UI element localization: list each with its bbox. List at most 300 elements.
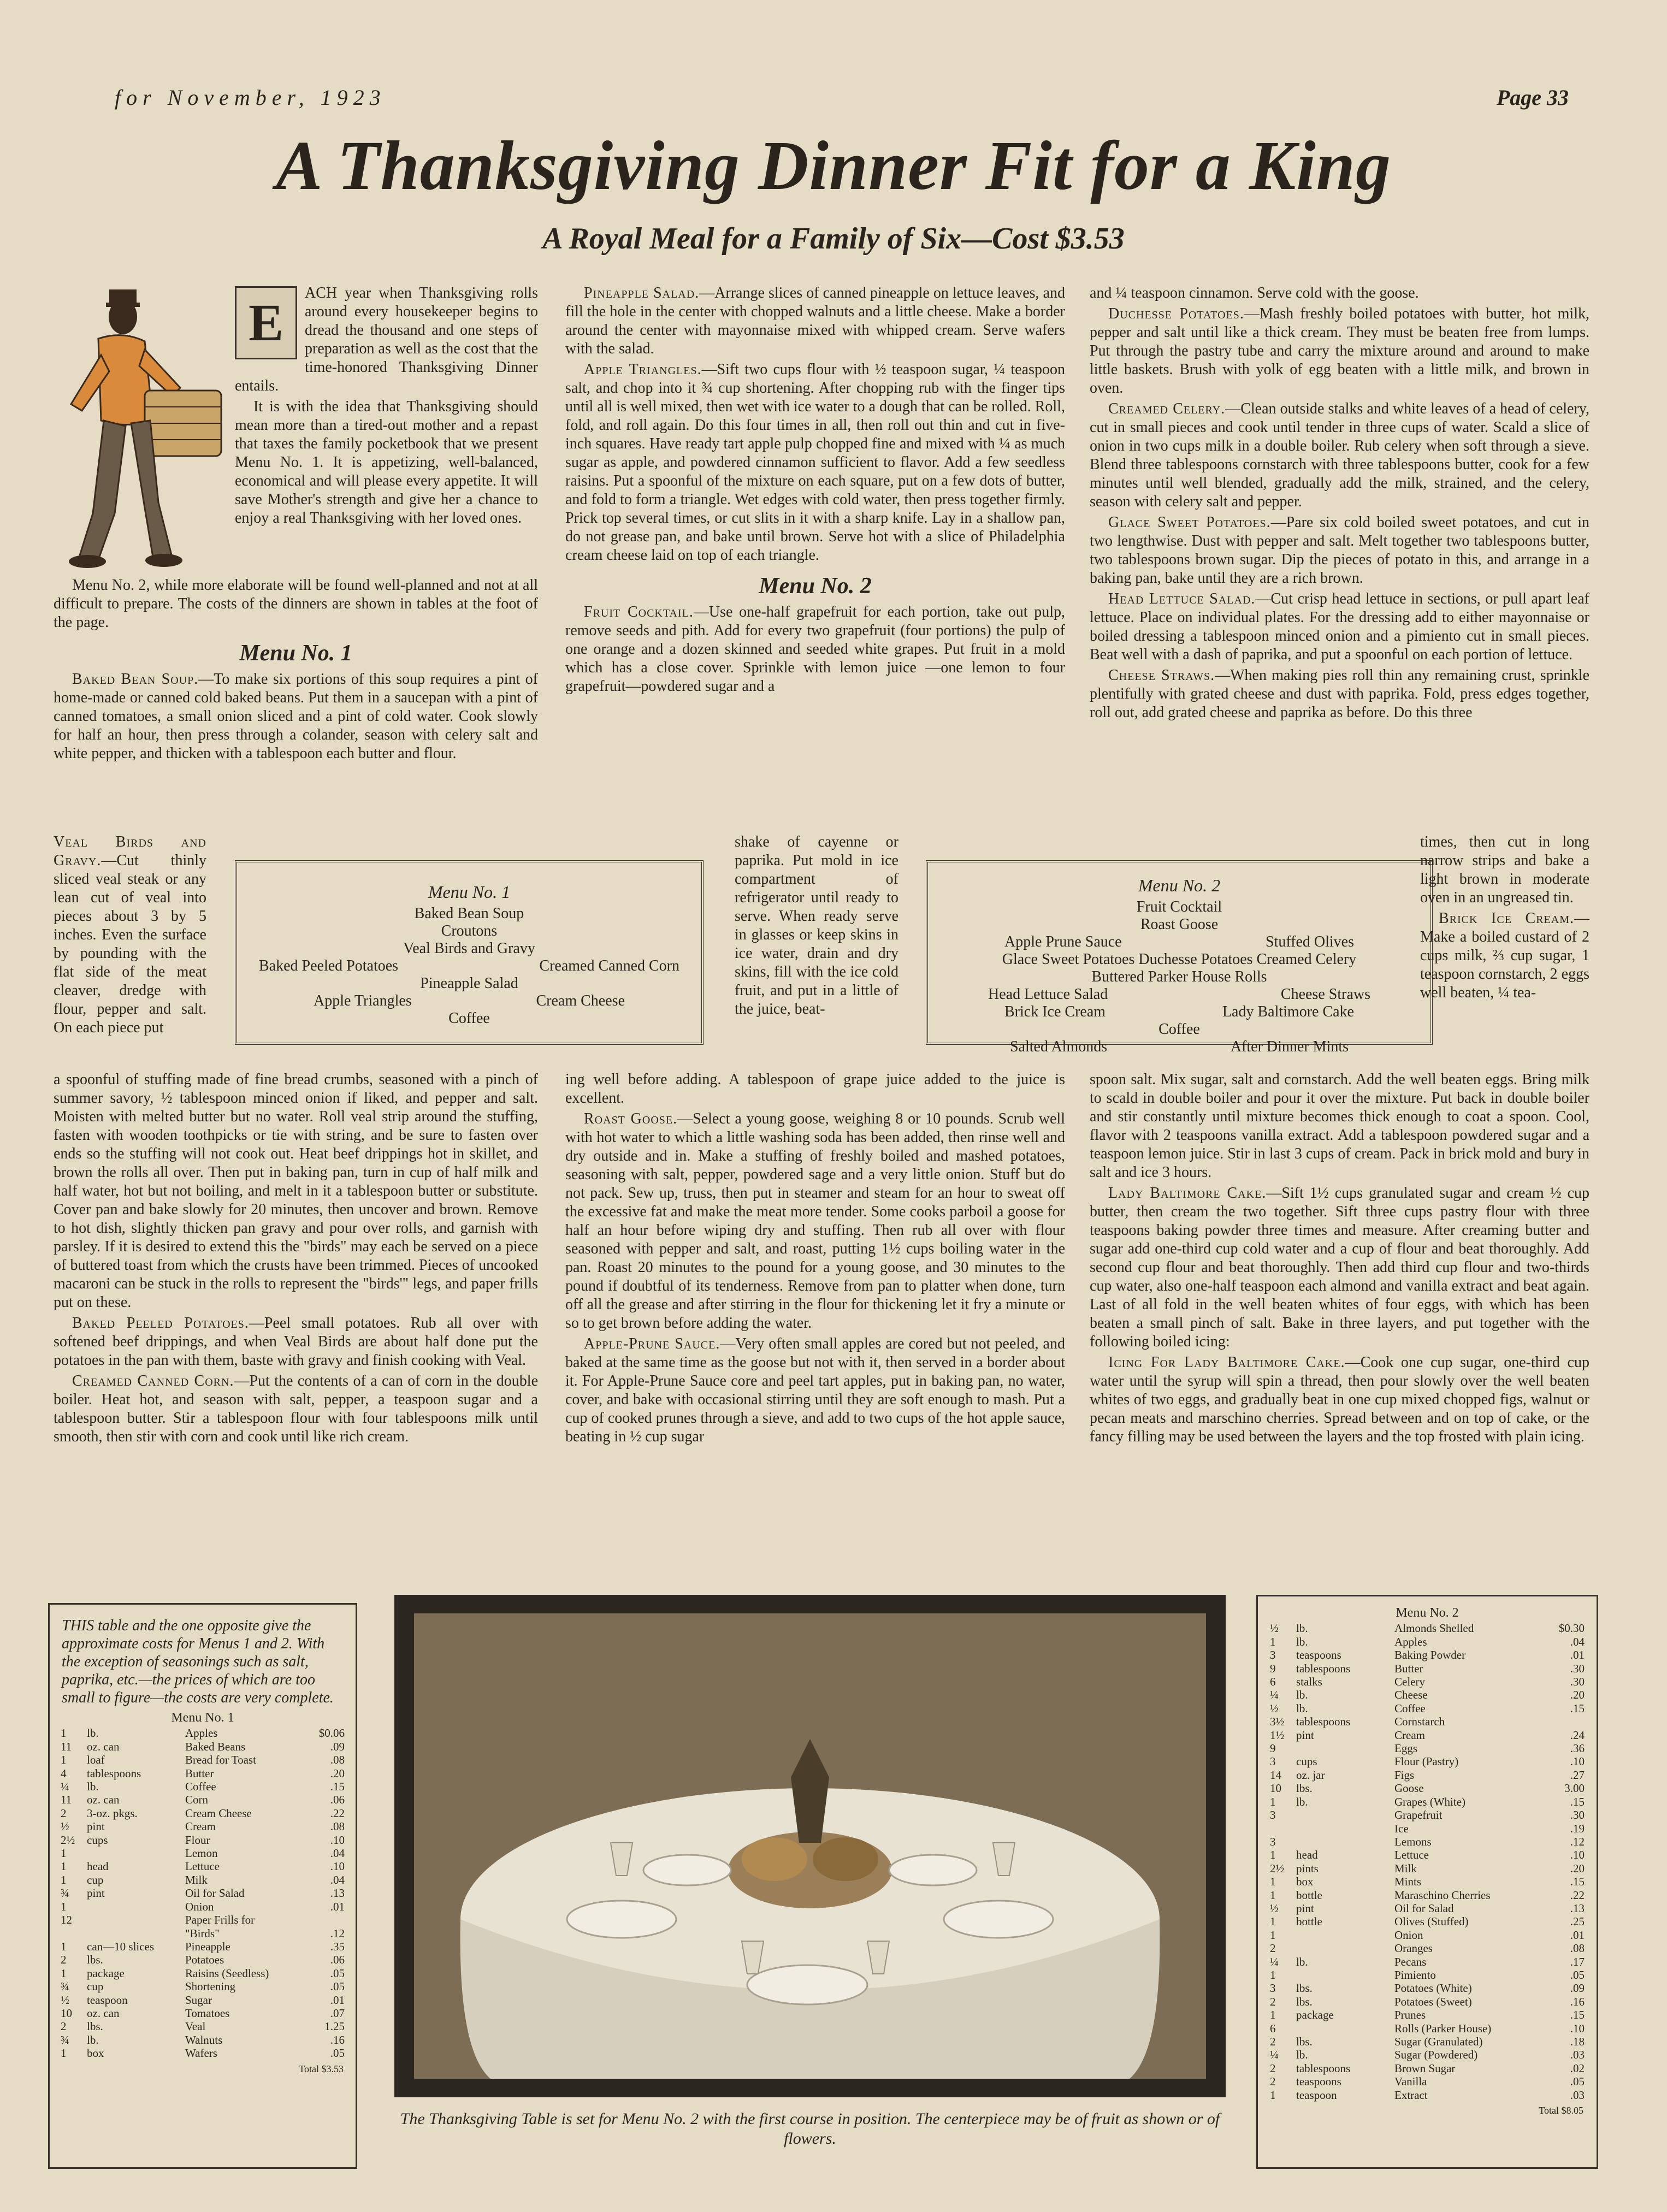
cost-quantity: 11 [61, 1793, 72, 1807]
lettuce-text: —Cut crisp head lettuce in sections, or pull apart leaf lettuce. Place on individual plates. For the dressing add to either mayonnaise or boiled dressing a tablespoon minced onion and a pimiento cut in small pieces. Beat well with a dash of paprika, and put a spoonful on each portion of lettuce. [1090, 590, 1589, 663]
cost-price: .08 [1570, 1942, 1585, 1955]
cost-price: .13 [1570, 1901, 1585, 1915]
menu1-item: Creamed Canned Corn [539, 957, 679, 974]
cost-unit: lb. [1296, 1635, 1308, 1648]
cost-item: Grapefruit [1394, 1808, 1443, 1822]
photo-caption: The Thanksgiving Table is set for Menu No. 2 with the first course in position. The centerpiece may be of fruit as shown or of flowers. [400, 2110, 1220, 2148]
cost-row [61, 1834, 345, 1847]
cost-price: .13 [330, 1886, 345, 1900]
cost-row [61, 1780, 345, 1793]
cost-price: .07 [330, 2006, 345, 2020]
menu2-item: Apple Prune Sauce [1004, 933, 1122, 950]
cost-price: .01 [1570, 1648, 1585, 1662]
cost-unit: can—10 slices [87, 1939, 155, 1953]
cost-item: Onion [1394, 1928, 1423, 1942]
cost-row [61, 1900, 345, 1913]
cost-quantity: 3½ [1270, 1715, 1285, 1729]
cost-row [1270, 1835, 1585, 1848]
cost-unit: lb. [1296, 1795, 1308, 1808]
cost-price: .15 [330, 1780, 345, 1794]
menu1-item: Pineapple Salad [420, 975, 518, 992]
cost-quantity: ¼ [1270, 1955, 1279, 1968]
cost-unit: pint [1296, 1728, 1314, 1742]
duchesse-heading: Duchesse Potatoes. [1108, 305, 1244, 322]
cost-quantity: 1 [1270, 1875, 1276, 1889]
cost-row [1270, 1662, 1585, 1675]
cost-price: .22 [330, 1806, 345, 1820]
cost-row [61, 1740, 345, 1753]
cost-unit: oz. can [87, 2006, 120, 2020]
cost-quantity: 1 [61, 1860, 67, 1873]
cost-row [61, 2007, 345, 2020]
cost-unit: package [1296, 2008, 1334, 2022]
cost-item: Wafers [185, 2047, 217, 2060]
cost-price: .30 [1570, 1808, 1585, 1822]
cost-price: .12 [1570, 1835, 1585, 1848]
cost-item: Coffee [185, 1780, 216, 1794]
cost-unit: pint [87, 1820, 105, 1834]
cost-row [1270, 1648, 1585, 1661]
cost-quantity: 2 [1270, 1995, 1276, 2008]
cost-row [1270, 1782, 1585, 1795]
cost-table-title: Menu No. 1 [171, 1711, 234, 1725]
thanksgiving-table-photo [414, 1613, 1206, 2079]
cost-price: .01 [330, 1900, 345, 1913]
cost-row [1270, 2008, 1585, 2021]
cost-quantity: 2 [61, 1806, 67, 1820]
cost-quantity: ¾ [61, 1886, 69, 1900]
soup-heading: Baked Bean Soup. [72, 671, 199, 688]
cost-price: 1.25 [324, 2020, 345, 2033]
cost-item: Potatoes [185, 1953, 224, 1967]
salad-heading: Pineapple Salad. [584, 285, 700, 301]
cost-row [61, 1927, 345, 1940]
cost-item: Corn [185, 1793, 208, 1807]
cost-unit: teaspoons [1296, 2075, 1341, 2089]
cake-text: —Sift 1½ cups granulated sugar and cream ½ cup butter, then cream the two together. Sift three cups pastry flour with three teaspoons baking powder three times and measure. After creaming butter and sugar add one-third cup cold water and a cup of flour and beat thoroughly. Add second cup flour and beat thoroughly. Then add third cup flour and two-thirds cup water, also one-half teaspoon each almond and vanilla extract and beat again. Last of all fold in the well beaten whites of four eggs, with which has been beaten a small pinch of salt. Bake in three layers, and put together with the following boiled icing: [1090, 1185, 1590, 1350]
cost-row [1270, 1808, 1585, 1821]
corn-heading: Creamed Canned Corn. [72, 1373, 234, 1389]
brick-text-b: spoon salt. Mix sugar, salt and cornstarch. Add the well beaten eggs. Bring milk to scald in double boiler and pour it over the mixture. Put back in double boiler and stir constantly until mixture becomes thick enough to coat a spoon. Cool, flavor with 2 teaspoons vanilla extract. Add a tablespoon powdered sugar and a teaspoon lemon juice. Stir in last 3 cups of cream. Pack in brick mold and bury in salt and ice 3 hours. [1090, 1071, 1589, 1181]
icing-text: —Cook one cup sugar, one-third cup water until the syrup will spin a thread, then pour slowly over the well beaten whites of two eggs, and gradually beat in one cup mixed chopped figs, walnut or pecan meats and marschino cherries. Spread between and on top of cake, or the fancy filling may be used between the layers and the top frosted with plain icing. [1090, 1354, 1589, 1445]
cost-quantity: ¼ [61, 1780, 69, 1794]
cost-price: .16 [1570, 1995, 1585, 2008]
cost-item: Mints [1394, 1875, 1422, 1889]
cost-item: Sugar (Powdered) [1394, 2048, 1478, 2062]
cost-price: .10 [1570, 1755, 1585, 1769]
cost-price: .27 [1570, 1768, 1585, 1782]
apple-heading: Apple Triangles. [584, 361, 702, 378]
cost-row [1270, 1848, 1585, 1861]
cost-item: Coffee [1394, 1701, 1426, 1715]
article-column-1-lower [54, 576, 538, 765]
cost-quantity: ½ [61, 1993, 69, 2007]
cost-unit: pints [1296, 1861, 1319, 1875]
cost-price: .05 [1570, 2075, 1585, 2089]
menu2-item: Lady Baltimore Cake [1222, 1003, 1354, 1020]
cost-item: Baking Powder [1394, 1648, 1466, 1662]
cost-item: Oil for Salad [1394, 1901, 1454, 1915]
cost-row [1270, 1715, 1585, 1728]
cost-price: .10 [1570, 1848, 1585, 1862]
cost-price: .15 [1570, 1875, 1585, 1889]
cost-quantity: 1 [1270, 1795, 1276, 1808]
menu2-item: After Dinner Mints [1230, 1038, 1349, 1055]
cost-unit: cups [1296, 1755, 1317, 1769]
menu2-heading: Menu No. 2 [759, 573, 872, 599]
cake-heading: Lady Baltimore Cake. [1108, 1185, 1267, 1202]
page-subtitle: A Royal Meal for a Family of Six—Cost $3.53 [542, 222, 1125, 256]
cost-quantity: 1 [1270, 1915, 1276, 1929]
cost-item: Pineapple [185, 1939, 230, 1953]
cost-unit: lb. [87, 2033, 99, 2047]
issue-date: for November, 1923 [115, 85, 386, 110]
cost-row [61, 1820, 345, 1833]
cost-table-rows [1258, 1622, 1597, 2102]
cost-quantity: 1 [61, 1873, 67, 1886]
cost-unit: lbs. [87, 2020, 103, 2033]
cost-unit: lb. [1296, 2048, 1308, 2062]
celery-heading: Creamed Celery. [1108, 400, 1226, 417]
article-column-2 [565, 284, 1065, 698]
menu2-box-title: Menu No. 2 [1138, 876, 1221, 895]
table-photo [394, 1595, 1226, 2097]
cost-price: .09 [330, 1740, 345, 1753]
cost-item: Cornstarch [1394, 1715, 1445, 1729]
cocktail-text-mid: shake of cayenne or paprika. Put mold in ice compartment of refrigerator until ready to serve. When ready serve in glasses or keep skins in ice water, drain and dry skins, fill with the ice cold fruit, and put in a little of the juice, beat- [735, 833, 898, 1018]
cost-row [1270, 1635, 1585, 1648]
cost-item: Flour [185, 1833, 210, 1847]
cost-unit: lb. [1296, 1622, 1308, 1635]
cost-unit: bottle [1296, 1888, 1322, 1902]
cost-row [1270, 1929, 1585, 1942]
veal-narrow-column [54, 833, 206, 1039]
cost-quantity: 1 [1270, 1888, 1276, 1902]
cost-row [61, 1953, 345, 1966]
cost-row [1270, 1755, 1585, 1768]
cost-unit [1296, 1929, 1394, 1942]
veal-heading: Veal Birds and Gravy. [54, 833, 206, 869]
cost-row [61, 1753, 345, 1766]
cost-unit [1296, 1942, 1394, 1955]
cost-unit: pint [1296, 1901, 1314, 1915]
cost-item: Shortening [185, 1980, 236, 1994]
cost-price: .30 [1570, 1675, 1585, 1689]
cost-price: .01 [1570, 1928, 1585, 1942]
cost-row [1270, 1702, 1585, 1715]
icing-heading: Icing For Lady Baltimore Cake. [1108, 1354, 1345, 1371]
cost-quantity: 1 [61, 1753, 67, 1767]
cost-price: .19 [1570, 1821, 1585, 1835]
cost-quantity: 1 [1270, 1968, 1276, 1982]
cost-row [1270, 1955, 1585, 1968]
cost-row [1270, 1795, 1585, 1808]
glace-text: —Pare six cold boiled sweet potatoes, and cut in two lengthwise. Dust with pepper and salt. Melt together two tablespoons butter, two tablespoons brown sugar. Dip the pieces of potato in this, and arrange in a baking pan, bake until they are a rich brown. [1090, 514, 1589, 587]
cost-row [1270, 1942, 1585, 1955]
cost-unit: lb. [87, 1726, 99, 1740]
cost-quantity: 10 [1270, 1782, 1281, 1795]
cost-quantity: 1 [61, 1726, 67, 1740]
cost-quantity: 2½ [1270, 1861, 1285, 1875]
goose-heading: Roast Goose. [584, 1110, 678, 1127]
cost-item: Milk [1394, 1861, 1417, 1875]
cost-quantity: 1 [1270, 1848, 1276, 1862]
cost-quantity: 1 [61, 1900, 67, 1913]
cost-item: Walnuts [185, 2033, 223, 2047]
cost-item: Potatoes (White) [1394, 1982, 1472, 1995]
menu1-item: Coffee [448, 1010, 490, 1027]
menu2-item: Salted Almonds [1010, 1038, 1108, 1055]
cost-price: .20 [1570, 1688, 1585, 1702]
cost-quantity: ¾ [61, 2033, 69, 2047]
veal-text-b: a spoonful of stuffing made of fine bread crumbs, seasoned with a pinch of summer savory, ½ tablespoon minced onion if liked, and pepper and salt. Moisten with melted butter but no water. Roll veal strip around the stuffing, fasten with wooden toothpicks or tie with string, and be sure to fasten over ends so the stuffing will not cook out. Heat beef drippings hot in skillet, and brown the rolls all over. Then put in baking pan, turn in cup of half milk and half water, hot but not boiling, and melt in it a tablespoon butter or substitute. Cover pan and bake slowly for 20 minutes, then uncover and brown. Remove to hot dish, slightly thicken pan gravy and pour over rolls, and garnish with parsley. If it is desired to extend this the "birds" may each be served on a piece of buttered toast from which the crusts have been trimmed. Pieces of uncooked macaroni can be stuck in the rolls to represent the "birds'" legs, and paper frills put on these. [54, 1071, 538, 1311]
cost-quantity: ½ [1270, 1701, 1279, 1715]
menu2-item: Coffee [1158, 1021, 1200, 1038]
brick-text-a: —Make a boiled custard of 2 cups milk, ⅔ cup sugar, 1 teaspoon cornstarch, 2 eggs well beaten, ¼ tea- [1420, 910, 1589, 1001]
cost-price: .20 [1570, 1861, 1585, 1875]
cost-unit: oz. jar [1296, 1768, 1325, 1782]
cost-price: .06 [330, 1953, 345, 1967]
cost-row [61, 1726, 345, 1740]
cost-item: Eggs [1394, 1742, 1417, 1755]
cost-unit [1296, 1822, 1394, 1835]
cost-quantity: 2 [1270, 2035, 1276, 2048]
sauce-continued: and ¼ teaspoon cinnamon. Serve cold with the goose. [1090, 285, 1419, 301]
cost-unit: box [1296, 1875, 1314, 1889]
cost-row [61, 1940, 345, 1953]
cost-row [1270, 1688, 1585, 1701]
cost-item: Apples [1394, 1635, 1427, 1648]
cost-item: Goose [1394, 1782, 1424, 1795]
cost-quantity: 6 [1270, 1675, 1276, 1689]
cost-unit [1296, 1968, 1394, 1982]
menu2-item: Head Lettuce Salad [988, 986, 1108, 1003]
cost-price: .20 [330, 1766, 345, 1780]
cost-row [1270, 2062, 1585, 2075]
cost-price [306, 1913, 345, 1926]
cocktail-heading: Fruit Cocktail. [584, 604, 694, 620]
cost-row [1270, 1729, 1585, 1742]
cost-item: Butter [1394, 1661, 1423, 1675]
cocktail-text-end: ing well before adding. A tablespoon of grape juice added to the juice is excellent. [565, 1071, 1065, 1107]
cost-item: Butter [185, 1766, 214, 1780]
cost-unit: head [87, 1860, 109, 1873]
page-number: Page 33 [1496, 85, 1569, 110]
lettuce-heading: Head Lettuce Salad. [1108, 590, 1256, 607]
cost-unit: lbs. [1296, 2035, 1313, 2048]
menu1-item: Croutons [441, 922, 498, 939]
cost-unit: bottle [1296, 1915, 1322, 1929]
cost-unit: pint [87, 1886, 105, 1900]
cost-row [1270, 2075, 1585, 2088]
cost-item: Rolls (Parker House) [1394, 2021, 1492, 2035]
cost-item: Lemon [185, 1847, 218, 1860]
cost-unit: tablespoons [1296, 1715, 1351, 1729]
cost-price [1546, 1715, 1585, 1728]
cost-unit [1296, 1835, 1394, 1848]
bellhop-illustration [49, 284, 229, 590]
cost-quantity: ¼ [1270, 1688, 1279, 1702]
cost-item: Maraschino Cherries [1394, 1888, 1491, 1902]
cost-item: Veal [185, 2020, 206, 2033]
cost-item: Almonds Shelled [1394, 1622, 1474, 1635]
cocktail-text: —Use one-half grapefruit for each portion, take out pulp, remove seeds and pith. Add for every two grapefruit (four portions) the pulp of one orange and a dozen skinned and seeded white grapes. Put fruit in a mold which has a close cover. Sprinkle with lemon juice —one lemon to four grapefruit—powdered sugar and a [565, 604, 1065, 695]
cost-row [1270, 2022, 1585, 2035]
cost-quantity: 1½ [1270, 1728, 1285, 1742]
goose-text: —Select a young goose, weighing 8 or 10 pounds. Scrub well with hot water to which a little washing soda has been added, then rinse well and dry outside and in. Make a stuffing of freshly boiled and mashed potatoes, seasoning with salt, pepper, powdered sage and a very little onion. Stuff but do not pack. Sew up, truss, then put in steamer and steam for an hour to sweat off the excessive fat and make the meat more tender. Some cooks parboil a goose for half an hour before wiping dry and stuffing. Then rub all over with flour seasoned with pepper and salt, and roast, putting 1½ cups boiling water in the pan. Roast 20 minutes to the pound for a young goose, and 30 minutes to the pound if doubtful of its tenderness. Remove from pan to platter when done, turn off all the grease and after stirring in the flour for thickening let it fry a minute or so to get brown before adding the water. [565, 1110, 1065, 1332]
cost-quantity: 1 [1270, 1635, 1276, 1648]
cost-item: Sugar [185, 1993, 212, 2007]
menu1-item: Baked Peeled Potatoes [259, 957, 399, 974]
cost-item: Raisins (Seedless) [185, 1966, 269, 1980]
cost-item: Flour (Pastry) [1394, 1755, 1459, 1769]
cost-row [1270, 1875, 1585, 1888]
cost-item: Bread for Toast [185, 1753, 256, 1767]
cost-item: Lettuce [185, 1860, 220, 1873]
cost-row [1270, 1769, 1585, 1782]
cost-row [61, 1980, 345, 1993]
cost-item: Brown Sugar [1394, 2061, 1456, 2075]
cost-row [1270, 2089, 1585, 2102]
cost-quantity [1270, 1822, 1296, 1835]
cost-price: .03 [1570, 2088, 1585, 2102]
duchesse-text: —Mash freshly boiled potatoes with butter, hot milk, pepper and salt until like a thick cream. They must be beaten free from lumps. Put through the pastry tube and carry the mixture around and around to make little baskets. Brush with yolk of egg beaten with a little milk, and brown in oven. [1090, 305, 1589, 397]
page-title: A Thanksgiving Dinner Fit for a King [276, 127, 1391, 204]
cost-price: .36 [1570, 1742, 1585, 1755]
menu1-item: Baked Bean Soup [414, 905, 524, 922]
cost-price: .04 [330, 1847, 345, 1860]
cost-quantity: 4 [61, 1766, 67, 1780]
menu1-box [235, 860, 704, 1045]
cost-unit: oz. can [87, 1793, 120, 1807]
brick-narrow-column [1420, 833, 1589, 1004]
cost-item: Baked Beans [185, 1740, 246, 1753]
brick-heading: Brick Ice Cream. [1439, 910, 1574, 927]
cost-unit: stalks [1296, 1675, 1322, 1689]
cost-quantity: 2 [1270, 2061, 1276, 2075]
cost-item: Cheese [1394, 1688, 1428, 1702]
cost-row [61, 1793, 345, 1806]
cost-price: .17 [1570, 1955, 1585, 1968]
cost-price: .09 [1570, 1982, 1585, 1995]
cost-unit: cup [87, 1980, 104, 1994]
cost-unit: tablespoons [87, 1766, 141, 1780]
cost-quantity: 2 [61, 2020, 67, 2033]
cost-quantity: 3 [1270, 1648, 1276, 1662]
cost-row [61, 2020, 345, 2033]
cost-row [61, 1873, 345, 1886]
cost-price: .04 [330, 1873, 345, 1886]
cost-price: .12 [330, 1926, 345, 1940]
cost-quantity: ½ [1270, 1901, 1279, 1915]
cost-price: .01 [330, 1993, 345, 2007]
cost-unit [87, 1847, 185, 1860]
cost-row [1270, 1889, 1585, 1902]
menu1-box-title: Menu No. 1 [428, 882, 511, 902]
cost-unit: package [87, 1966, 125, 1980]
cost-quantity: 1 [1270, 2008, 1276, 2022]
cost-price: .15 [1570, 1795, 1585, 1808]
cost-item: Olives (Stuffed) [1394, 1915, 1469, 1929]
cost-quantity: 1 [61, 1966, 67, 1980]
straws-text: —When making pies roll thin any remaining crust, sprinkle plentifully with grated cheese and dust with paprika. Fold, press edges together, roll out, add grated cheese and paprika as before. Do this three [1090, 667, 1589, 721]
cost-unit [87, 1913, 185, 1926]
cost-unit: teaspoon [87, 1993, 128, 2007]
cost-quantity: ¼ [1270, 2048, 1279, 2062]
veal-text-a: —Cut thinly sliced veal steak or any lean cut of veal into pieces about 3 by 5 inches. Even the surface by pounding with the flat side of the meat cleaver, dredge with flour, pepper and salt. On each piece put [54, 852, 206, 1036]
cost-item: Paper Frills for [185, 1913, 255, 1927]
cost-item: Onion [185, 1900, 214, 1913]
cocktail-narrow-column [735, 833, 898, 1021]
cost-quantity: 1 [61, 1939, 67, 1953]
straws-heading: Cheese Straws. [1108, 667, 1215, 684]
cost-unit [87, 1927, 185, 1940]
cost-price: 3.00 [1564, 1782, 1585, 1795]
cost-item: Apples [185, 1726, 218, 1740]
cost-quantity: ½ [61, 1820, 69, 1834]
cost-price: .02 [1570, 2061, 1585, 2075]
cost-price: .05 [1570, 1968, 1585, 1982]
cost-unit [1296, 1808, 1394, 1821]
cost-unit: lbs. [1296, 1995, 1313, 2008]
cost-table-intro: THIS table and the one opposite give the approximate costs for Menus 1 and 2. With the exception of seasonings such as salt, paprika, etc.—the prices of which are too small to figure—the costs are very complete. [62, 1617, 334, 1706]
cost-row [1270, 1822, 1585, 1835]
cost-quantity: 3 [1270, 1755, 1276, 1769]
cost-item: Cream Cheese [185, 1806, 252, 1820]
cost-item: Pimiento [1394, 1968, 1436, 1982]
intro-paragraph-3: Menu No. 2, while more elaborate will be found well-planned and not at all difficult to prepare. The costs of the dinners are shown in tables at the foot of the page. [54, 577, 538, 631]
cost-row [1270, 1995, 1585, 2008]
cost-row [1270, 1982, 1585, 1995]
cost-quantity: 2 [61, 1953, 67, 1967]
menu2-item: Cheese Straws [1280, 986, 1370, 1003]
cost-price: .05 [330, 1980, 345, 1994]
menu1-heading: Menu No. 1 [239, 641, 352, 666]
cost-item: Milk [185, 1873, 208, 1886]
cost-item: Figs [1394, 1768, 1415, 1782]
cost-item: Extract [1394, 2088, 1428, 2102]
menu2-item: Fruit Cocktail [1136, 898, 1222, 915]
cost-quantity: ¾ [61, 1980, 69, 1994]
cost-quantity: 1 [61, 2047, 67, 2060]
cost-item: Ice [1394, 1821, 1409, 1835]
cost-unit: oz. can [87, 1740, 120, 1753]
cost-item: Pecans [1394, 1955, 1427, 1968]
menu2-item: Buttered Parker House Rolls [1091, 968, 1267, 985]
cost-quantity: 1 [1270, 1928, 1276, 1942]
cost-table-total: Total $8.05 [1539, 2105, 1583, 2116]
menu2-item: Brick Ice Cream [1004, 1003, 1106, 1020]
article-column-3 [1090, 284, 1589, 724]
cost-price: .05 [330, 2047, 345, 2060]
cost-unit: tablespoons [1296, 2061, 1351, 2075]
cost-price: .04 [1570, 1635, 1585, 1648]
cost-unit: lb. [1296, 1701, 1308, 1715]
cost-item: Tomatoes [185, 2006, 230, 2020]
cost-item: Cream [185, 1820, 216, 1834]
sauce-heading: Apple-Prune Sauce. [584, 1335, 720, 1352]
cost-quantity: 1 [61, 1847, 67, 1860]
cost-unit: lbs. [87, 1953, 103, 1967]
apple-text: —Sift two cups flour with ½ teaspoon sugar, ¼ teaspoon salt, and chop into it ¾ cup shortening. After chopping rub with the finger tips until all is well mixed, then wet with ice water to a dough that can be rolled. Roll, fold, and roll again. Do this four times in all, then roll out thin and cut in five-inch squares. Have ready tart apple pulp chopped fine and mixed with ¼ as much sugar as apple, and powdered cinnamon sufficient to flavor. Add a few seedless raisins. Put a spoonful of the mixture on each square, put on a few dots of butter, and fold to form a triangle. Wet edges with cold water, then press together firmly. Prick top several times, or cut slits in it with a sharp knife. Lay in a shallow pan, do not grease pan, and bake until brown. Serve hot with a slice of Philadelphia cream cheese laid on top of each triangle. [565, 361, 1065, 564]
cost-unit [1296, 1742, 1394, 1755]
cost-price: .10 [330, 1833, 345, 1847]
cost-unit: loaf [87, 1753, 105, 1767]
cost-price: $0.30 [1558, 1622, 1585, 1635]
intro-paragraph-1: ACH year when Thanksgiving rolls around every housekeeper begins to dread the thousand and one steps of preparation as well as the cost that the time-honored Thanksgiving Dinner entails. [235, 285, 538, 394]
cost-price: .08 [330, 1753, 345, 1767]
cost-price: .18 [1570, 2035, 1585, 2048]
